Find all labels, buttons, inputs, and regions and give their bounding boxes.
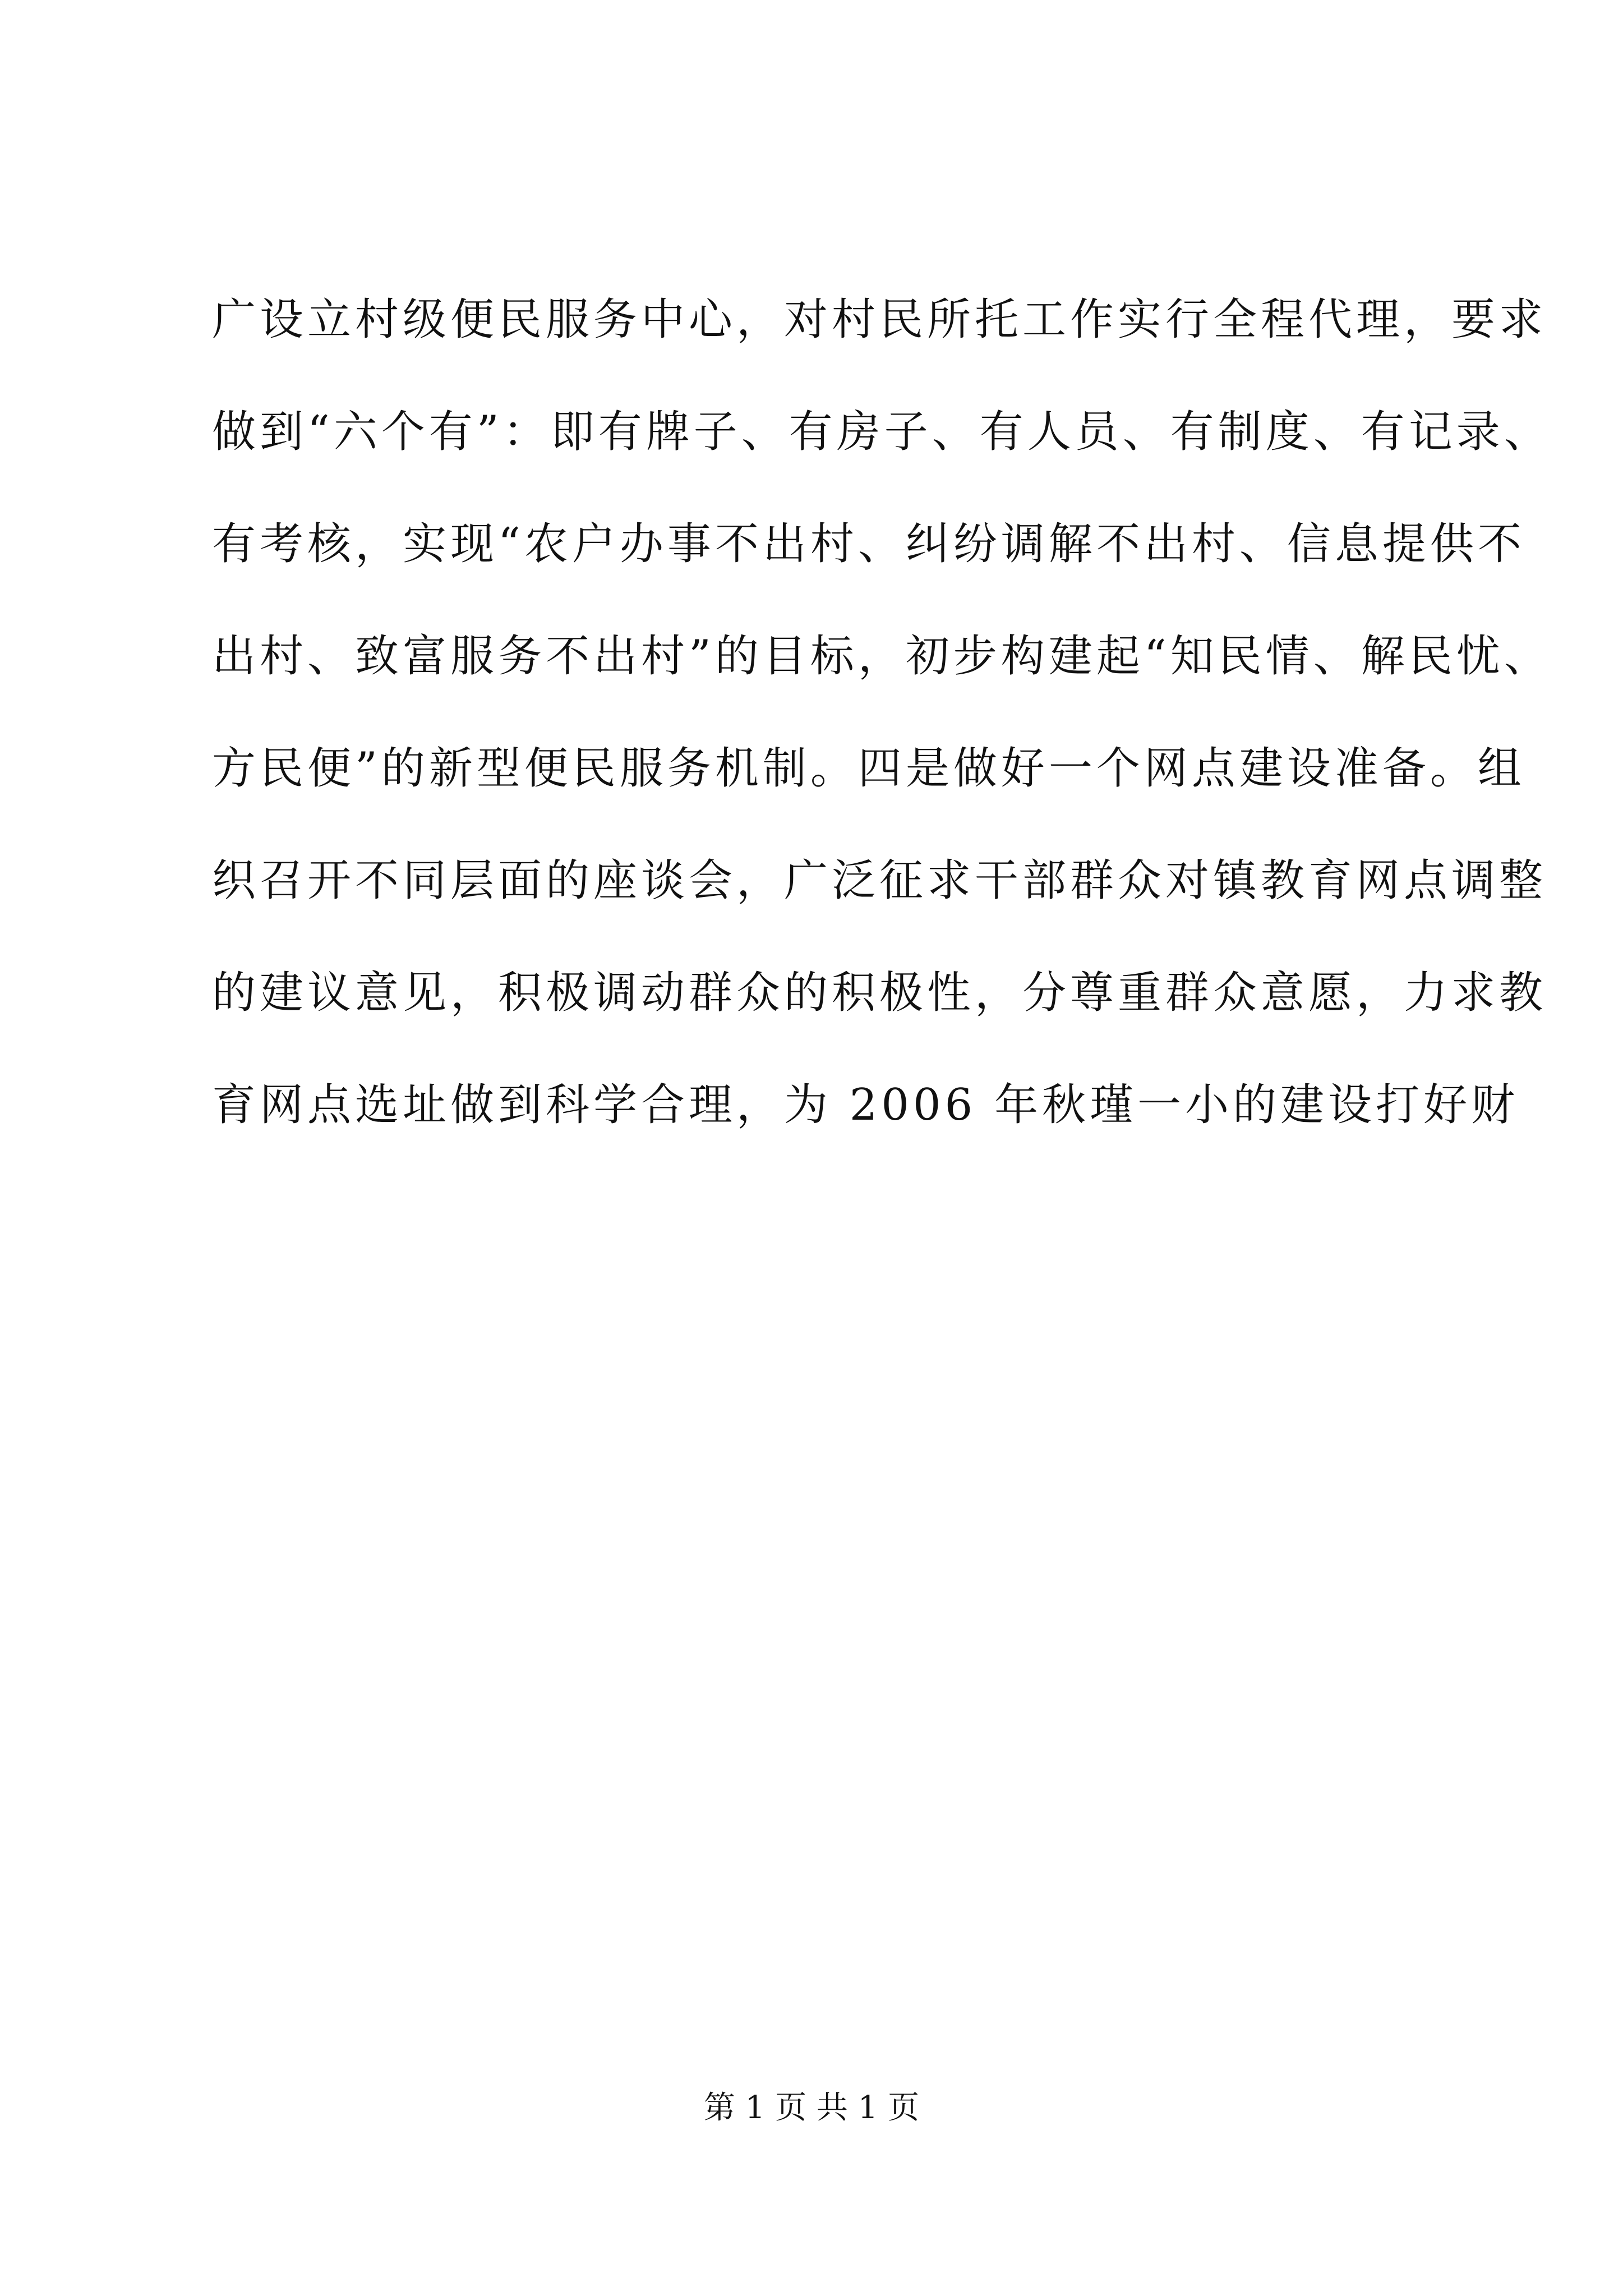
text-line: 做到“六个有”：即有牌子、有房子、有人员、有制度、有记录、 [212, 407, 1552, 457]
text-line: 出村、致富服务不出村”的目标，初步构建起“知民情、解民忧、 [212, 631, 1552, 682]
page-footer: 第 1 页 共 1 页 [703, 2090, 920, 2126]
text-line: 的建议意见，积极调动群众的积极性，分尊重群众意愿，力求教 [212, 968, 1547, 1018]
text-line: 广设立村级便民服务中心，对村民所托工作实行全程代理，要求 [212, 295, 1547, 345]
text-line: 织召开不同层面的座谈会，广泛征求干部群众对镇教育网点调整 [212, 855, 1547, 906]
body-paragraph [212, 264, 1552, 1161]
text-line: 育网点选址做到科学合理，为 2006 年秋瑾一小的建设打好财 [212, 1080, 1519, 1130]
text-line: 方民便”的新型便民服务机制。四是做好一个网点建设准备。组 [212, 743, 1525, 794]
text-line: 有考核，实现“农户办事不出村、纠纷调解不出村、信息提供不 [212, 519, 1525, 569]
